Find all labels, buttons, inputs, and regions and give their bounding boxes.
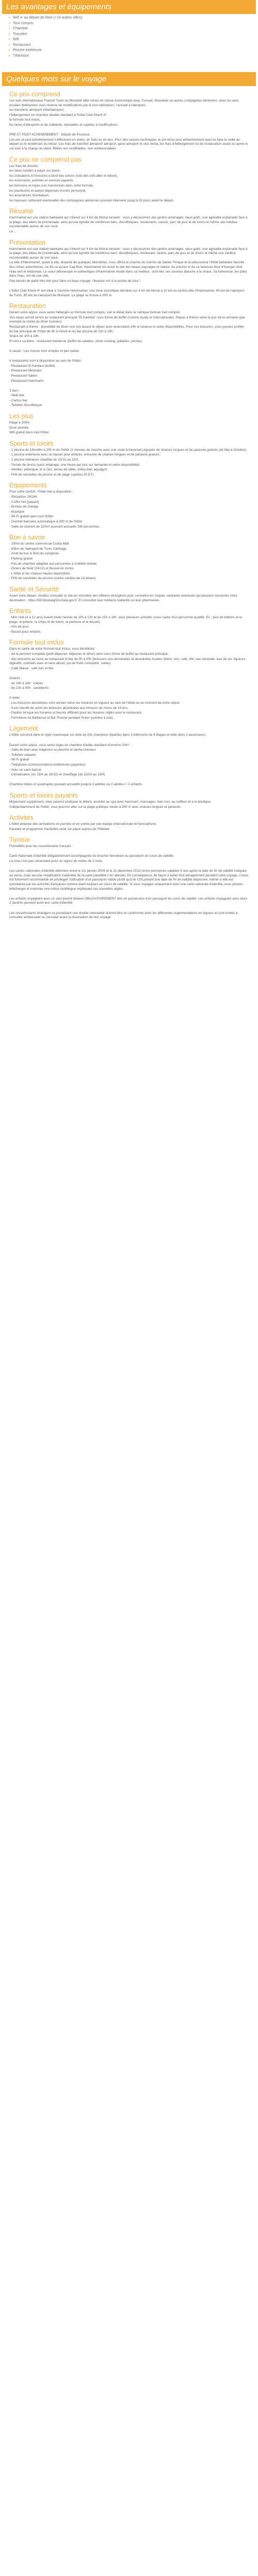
section-paragraph: les excursions, activités et services payants, <box>9 179 74 183</box>
section-paragraph: - Pas de chambre adaptée aux personnes à mobilité réduite <box>9 562 97 566</box>
section-paragraph: - Skibi bar. <box>9 394 25 398</box>
section-title: Sports et loisirs <box>9 439 54 447</box>
section-paragraph: - Prêt de serviettes de piscine et de plage (caution 20 DT). <box>9 472 95 477</box>
section-body <box>9 216 249 234</box>
section-paragraph: - Coffre fort (payant) <box>9 500 39 504</box>
section-paragraph: Durant votre séjour, vous serez hébergés en formule tout compris, voir le détail dans la rubrique formule tout compris. <box>9 311 181 315</box>
section-body <box>9 594 249 603</box>
section-title: Résumé <box>9 208 34 215</box>
section-title: Activités <box>9 814 34 822</box>
section-paragraph: les transferts aéroport/ hôtel/aéroport, <box>9 108 64 112</box>
section-body <box>9 616 249 634</box>
section-paragraph <box>9 892 249 896</box>
section-paragraph <box>9 865 249 869</box>
section-paragraph: - Arrêt de bus à 50m du complexe <box>9 552 59 556</box>
section-paragraph: - Prêt de serviettes de piscine (contre caution de 18 dinars) <box>9 577 96 581</box>
section <box>9 482 249 529</box>
section-title: Restauration <box>9 302 46 310</box>
section-paragraph: - Parking gratuit <box>9 556 33 561</box>
section-body <box>9 164 249 204</box>
section <box>9 836 249 920</box>
section-body <box>9 448 249 478</box>
section-paragraph: 4 restaurants sont à disposition au sein de l'hôtel : <box>9 359 83 363</box>
section-paragraph: - Café Maure : café turc et thé. <box>9 666 54 670</box>
section-paragraph: - Restaurant Mexicain. <box>9 369 42 373</box>
section-body <box>9 800 249 809</box>
section-paragraph: - 250m du centre commercial Corba Mall <box>9 542 69 546</box>
section-paragraph: La ville d'Hammamet, quant à elle, distante de quelques kilomètres, vous offrira le charme du chemin de Sainte Trinque et la talassoneur l'hôtel balnéaire favorite des riches autochtones, ne fût-ce qu'aux Cap Bon, Hammamet est aussi le site des beaux paysages et nature, du poivron et de sa fameuse fleur d'oranger dont l'eau sert et hédoniste. Le cœur pittoresque et authentique d'Hammamet réside dans sa médina : sont-bel, ses sources blanche à la chaux. Sa forteresse, les plats dans l'eau, ont de une ville. <box>9 261 247 278</box>
section-title: Bon à savoir <box>9 534 45 541</box>
section-title: Sports et loisirs payants <box>9 791 78 799</box>
section-title: Formule tout inclus <box>9 639 64 647</box>
section-paragraph: Durant votre séjour, vous serez logés en chambre double standard d'environ 20m² : <box>9 743 132 747</box>
section-paragraph: - Toilettes séparés <box>9 753 36 757</box>
section-paragraph <box>9 738 249 743</box>
section-title: Ce prix comprend <box>9 91 60 98</box>
section-paragraph: - Pardon lorsque les horaires et heures diffèrent pour les horaires réglés pour le restaurant. <box>9 711 142 715</box>
section-paragraph: les assurances facultatives, <box>9 194 50 198</box>
section-paragraph: - Fermeture du Barbecue et Bar Piscine pendant l'hiver (octobre à mai). <box>9 716 114 720</box>
section-paragraph: Formalités pour les ressortissants français : <box>9 844 73 849</box>
section-paragraph: - Bassin pour enfants. <box>9 630 42 634</box>
section-paragraph: - 65km de l'aéroport de Tunis Carthage <box>9 547 67 551</box>
section-paragraph: Peu besoin de partir très loin pour faire un beau voyage. l'évasion est à la portée de tous ! <box>9 279 141 283</box>
section-paragraph: Chambre triples et quadruples pouvant accueillir jusqu'à 3 adultes ou 2 adultes + 2 enfants. <box>9 783 143 787</box>
section-paragraph <box>9 671 249 676</box>
section-paragraph: Les enfants voyageant avec un seul parent doivent OBLIGATOIREMENT être en possession d'un passeport en cours de validité. Les enfants voyageant avec leurs 2 parents peuvent avoir leur carte d'identité. <box>9 896 248 905</box>
section-body <box>9 421 249 435</box>
section-paragraph: Karaoké et programme d'activités varié sur place auprès de l'hôtelier. <box>9 827 110 831</box>
section-paragraph: les pourboires et autres dépenses d'ordre personnel, <box>9 189 87 193</box>
section-paragraph: - Les boissons alcoolisées sont servies selon les horaires en vigueur au sein de l'hôtel ou au moment de votre séjour. <box>9 701 181 705</box>
section <box>9 814 249 832</box>
section-body <box>9 99 249 151</box>
section-paragraph <box>9 384 249 388</box>
section-body <box>9 311 249 408</box>
section <box>9 586 249 603</box>
amenity-item: ✔ Wifi ✔ au départ de Nice (+14 autres villes) <box>8 15 256 21</box>
section-paragraph: - de 22h à 00h : sandwichs <box>9 686 49 690</box>
section-paragraph: - Wi-Fi gratuit <box>9 758 29 762</box>
section <box>9 607 249 634</box>
section-paragraph: Les cartes nationales d'identité délivrées entre le 1er janvier 2004 et le 31 décembre 2013 (entre personnes valables 5 ans après la date de fin de validité indiquée au verso, mais aucune modification matérielle de la carte plastifiée n'en atteste). En conséquence, de façon à éviter tout désagrément pendant votre voyage, il vous est fortement recommandé de privilégier l'utilisation d'un passeport valide plutôt qu'une CNI portant une date de fin de validité dépassée, même si elle est considérée par les autorités françaises comme étant toujours en cours de validité. Si vous voyagez uniquement avec une carte nationale d'identité, vous pouvez télécharger et imprimer une notice multilingue expliquant ces nouvelles règles. <box>9 869 249 891</box>
section-body <box>9 822 249 832</box>
section-paragraph: - de 16h à 18h : crêpes <box>9 681 43 685</box>
section-paragraph: L'hôtel propose des animations en journée et en soirée par une équipe internationale et francophone. <box>9 822 157 826</box>
page <box>0 0 258 920</box>
section-paragraph: - L'hôtel et les chaises hautes disponibles <box>9 571 70 575</box>
amenities-list <box>2 15 256 59</box>
section-title: Tunisie <box>9 836 30 844</box>
section-paragraph: - Guichet bancaire automatique à 300 m de l'hôtel <box>9 519 83 523</box>
section-paragraph: Et moi à sa bière : restaurant barbecue (buffet de salades, show cooking, grillades, pizzas). <box>9 339 143 343</box>
section-paragraph: Plage à 200m <box>9 421 30 425</box>
section-paragraph: La visa n'est pas nécessaire pour un séjour de moins de 3 mois. <box>9 859 103 863</box>
section-body <box>9 733 249 787</box>
section-paragraph: la formule tout inclus, <box>9 118 41 122</box>
sections-container <box>2 91 256 920</box>
section-paragraph: A savoir : Les menus sont simples et peu variés. <box>9 349 80 353</box>
section-paragraph: - Salle de bain avec baignoire ou douche et sèche-cheveux <box>9 748 96 752</box>
section <box>9 208 249 234</box>
section-paragraph: - Il est interdit de servir les boissons alcoolisées aux mineurs de moins de 18 ans. <box>9 706 128 710</box>
section-paragraph: - de la pension complète (petit-déjeuner, déjeuner et dîner) servi sous forme de buffet au restaurant principal, <box>9 652 169 656</box>
section-paragraph: - Téléphone (communications extérieures payantes) <box>9 762 86 767</box>
section-paragraph: Hammamet est une station balnéaire qui s'étend sur 4 km de littoral tunisien : vous y découvrirez des jardins aménagés, deux golfs, une agréable esplanade face à la plage, des idées de promenade, ainsi qu'une kyrielle de nombreux bars, discothèques, restaurants, casino, parc de jeux et de loisirs et même une médina incontestable autour de son souk. <box>9 216 248 229</box>
section-paragraph <box>9 906 249 911</box>
section <box>9 792 249 809</box>
section-paragraph: Moyennant supplément, vous pourrez pratiquer le billard, accéder au spa avec hammam, massages, bain turc, au coiffeur et à la boutique. <box>9 800 212 804</box>
section-paragraph: L'hôtel construit dans le style mauresque est doté de 291 chambres réparties dans 3 bâtiments de 4 étages et doté dans 2 ascenseurs. <box>9 733 207 737</box>
amenity-item: ✔ Chambre <box>8 26 256 32</box>
section-paragraph: - Cactus bar. <box>9 398 28 402</box>
amenity-item: ✔ Transfert <box>8 32 256 38</box>
amenity-item: ✔ Wifi <box>8 37 256 43</box>
section-paragraph: Indépendamment de l'hôtel, vous pourrez aller sur la plage publique située à 200 m avec chaises longues et parasols. <box>9 805 182 809</box>
section-paragraph: Snacks : <box>9 676 22 681</box>
section-body <box>9 247 249 298</box>
section-paragraph: - Aire de jeux. <box>9 625 30 629</box>
section-title: Ce prix ne comprend pas <box>9 156 82 163</box>
section-paragraph: les hausses carburant éventuelles des compagnies aériennes pouvant intervenir jusqu'à 30 jours avant le départ. <box>9 198 174 202</box>
section-paragraph <box>9 850 249 854</box>
section-paragraph: 3 bars : <box>9 388 21 393</box>
section-paragraph: Restaurant à thème : possibilité de dîner une fois durant le séjour avec réservation 24h à l'avance et selon disponibilités. Pour vos boissons, vous pouvez profiter du bar principal de l'hôtel de 9h à minuit et du bar piscine de 10h à 18h. <box>9 325 245 333</box>
section-title: Santé et Sécurité <box>9 585 59 593</box>
section-paragraph: - Salle de réunion de 220m² pouvant accueillir 290 personnes. <box>9 524 100 529</box>
section <box>9 239 249 298</box>
section-paragraph: PRE ET POST ACHEMINEMENT : Départ de Province, <box>9 133 90 137</box>
section-paragraph: - Tambler discothèque. <box>9 403 43 408</box>
section-paragraph: Les vols internationaux France/ Tunis ou Monastir aller-retour en classe économique avec Tunisair, Nouvelair ou autres compagnies aériennes, avec ou sans escales (tolérances sous réserve de modifications par le tour-opérateur), l'accueil à l'aéroport, <box>9 99 239 107</box>
section <box>9 725 249 787</box>
amenity-item: ✔ Restaurant <box>8 43 256 48</box>
section-body <box>9 647 249 720</box>
section-paragraph <box>9 344 249 349</box>
section-paragraph: - Terrain de tennis (sans éclairage, une heure par jour sur demande et selon disponibilité) <box>9 463 140 467</box>
section-paragraph <box>9 284 249 289</box>
section-paragraph: - Avec ou sans balcon <box>9 768 42 772</box>
section-paragraph: Les pré et post acheminement s'effectuent en avion, en train ou en bus. Pour des raisons techniques, le pré et/ou post acheminement peut se faire la veille du départ ou le lendemain du retour. Les frais de transfert aéroport/ aéroport, gare/ aéroport et vice-versa, les frais d'hébergement ou de restauration avant ou après le vol sont à la charge du client. Billets non modifiables, non remboursables. <box>9 138 248 150</box>
section-paragraph: Les ressortissants étrangers ou possédant une double nationalité doivent être en conformité avec les différentes réglementations en vigueur et sont invités à consulter ambassade ou consulat avant la réservation de leur voyage. <box>9 911 238 920</box>
section-paragraph <box>9 691 249 696</box>
section-paragraph: L'hôtel Club Khent 4* est situé à Yasmine Hammamet, une zone touristique étendue sur 4 km de littoral à 10 km du centre-ville d'Hammamet, 65 km de l'aéroport de Tunis, 85 km de l'aéroport de Monastir. La plage se trouve à 200 m. <box>9 289 245 297</box>
section-paragraph: - Dîners de Noël (24/12) et Nouvel An inclus <box>9 567 74 571</box>
section-paragraph: l'hébergement en chambre double standard à l'hôtel Club Khent 4*, <box>9 113 108 117</box>
trip-words-banner: Quelques mots sur le voyage <box>2 72 256 86</box>
section-paragraph: Les frais de dossier, <box>9 164 39 168</box>
section <box>9 302 249 408</box>
amenities-banner: Les avantages et équipements <box>2 0 256 14</box>
section-paragraph: - 1 piscine intérieure chauffée du 15/10 au 31/5. <box>9 458 79 462</box>
section <box>9 413 249 435</box>
section-paragraph: - Aérobic, pétanque, tir à l'arc, tennis de table, volley-ball, aquagym <box>9 468 107 472</box>
section-paragraph: - Boutique <box>9 510 25 514</box>
section-paragraph: - Bureau de change <box>9 505 39 509</box>
section-title: Les plus <box>9 413 34 420</box>
section-paragraph: - 1 piscine de 18mx9m à 200 m de l'hôtel (3 minutes de marche avec une route à traverser) équipée de chaises longues et de parasols gratuits (de Mai à Octobre). <box>9 448 247 452</box>
section-paragraph: Hammamet est une station balnéaire qui s'étend sur 4 km de littoral tunisien : vous y découvrirez des jardins aménagés, deux golfs, une agréable esplanade face à la plage, des idées de promenade, ainsi qu'une kyrielle de nombreux bars, discothèques, restaurant, casino, parc de jeux et de loisirs et même une médina incontestable autour de son souk. <box>9 247 248 260</box>
section <box>9 440 249 478</box>
section-paragraph: les taxes locales à payer sur place, <box>9 169 61 173</box>
section-title: Equipements <box>9 482 47 489</box>
amenity-item: ✔ Tout compris <box>8 21 256 27</box>
section-paragraph <box>9 354 249 359</box>
section-paragraph <box>9 128 249 133</box>
section-paragraph: Zone animée <box>9 426 29 430</box>
section-paragraph: Carte Nationale d'Identité obligatoirement accompagnée du voucher fermeture ou passeport en cours de validité. <box>9 854 174 858</box>
section-paragraph: - Restaurant El Kantara (buffet) <box>9 364 55 368</box>
section-paragraph: Avant votre départ, veuillez consulter le site du ministère des Affaires étrangères pour connaître les risques sanitaires éventuels qui peuvent concerner votre destination : https://OC4nswaig/Zonnata.gov.fr. Et consultez leur médecin traitant/e ou leur pharmacien. <box>9 594 237 602</box>
section-paragraph: les cotisations et boissons à bord des avions (vols des vols aller et retour), <box>9 174 118 178</box>
section-paragraph: Vos repas seront servis au restaurant principal "El Kantara" sous forme de buffet (cuisine locale et internationale). Repas à thème selon le jour de la semaine (par exemple la soirée de dîner tunisien). <box>9 315 245 324</box>
section-title: Enfants <box>9 607 31 615</box>
section-paragraph: - Mini club (4 à 12 ans) ouvert toute l'année de 10h à 12h et de 15h à 18h, avec plusieurs activités (sous cadre d'un personnel qualifié. Ex : jeux de ballons et la plage, le poterie, le crêpe et de loisirs, la peinture et le dessin). <box>9 616 242 624</box>
section <box>9 639 249 720</box>
section-paragraph: les boissons et repas non mentionnés dans votre formule, <box>9 183 94 188</box>
section <box>9 156 249 204</box>
section-paragraph: A noter : <box>9 696 22 700</box>
amenity-item: ✔ Piscine extérieure <box>8 48 256 54</box>
section-paragraph: Wifi gratuit dans tout l'hôtel <box>9 431 49 435</box>
section <box>9 91 249 151</box>
section-paragraph: - 1 piscine extérieure avec un bassin pour enfants, entourée de chaises longues et de parasols gratuits : <box>9 453 162 457</box>
section-paragraph: Le ... <box>9 230 17 234</box>
section-paragraph: - des boissons au verre au restaurant et bar de 9h à 00h (boissons non alcoolisées et alcoolisées locales (bière, vins, café, thé, eau minérale, eau de vie, liqueurs, digestifs, cocktails avec et sans alcool, jus de fruits concentré, sodas) <box>9 657 246 666</box>
section-paragraph: les taxes d'aéroports et de solidarité, révisables et sujettes à modifications. <box>9 123 119 127</box>
amenity-item: ✔ Télévision <box>8 54 256 59</box>
section-paragraph: Pour votre confort, l'hôtel met à disposition : <box>9 490 74 494</box>
section-title: Présentation <box>9 239 46 246</box>
section-body <box>9 844 249 920</box>
section-paragraph: - Restaurant Hammami. <box>9 379 44 383</box>
section-title: Logement <box>9 725 38 733</box>
section-paragraph: Dans le cadre de votre formule tout inclus, vous bénéficiez : <box>9 647 97 651</box>
section-paragraph <box>9 778 249 783</box>
section-paragraph: - Climatisation (du 15/4 au 15/10) et chauffage (du 15/10 au 15/4) <box>9 773 105 777</box>
section-paragraph: - Réception 24/24h <box>9 495 38 499</box>
section-paragraph: - Wi-Fi gratuit dans tout l'hôtel <box>9 515 53 519</box>
section-body <box>9 542 249 581</box>
section-body <box>9 490 249 529</box>
section-paragraph: - Restaurant Italien. <box>9 374 38 378</box>
section <box>9 534 249 581</box>
section-paragraph: Snack de 10h à 18h. <box>9 334 40 338</box>
